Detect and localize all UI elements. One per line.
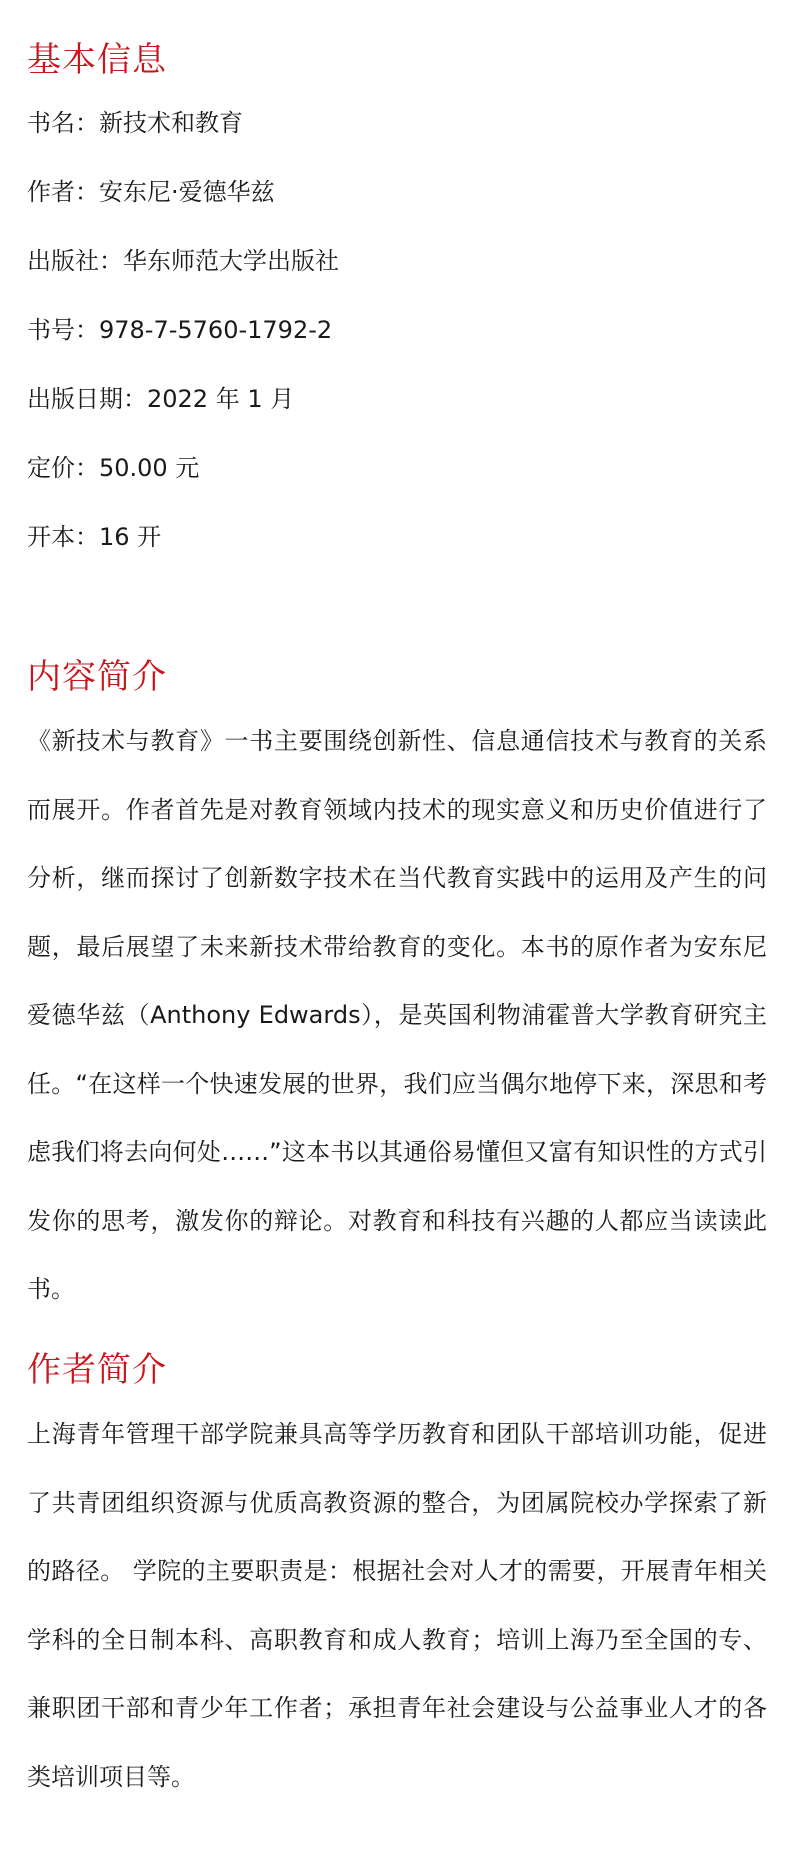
- content-intro-section: [27, 655, 767, 1324]
- basic-info-heading: 基本信息: [27, 40, 167, 80]
- author-intro-heading: 作者简介: [27, 1350, 167, 1390]
- info-book-name: 书名：新技术和教育: [27, 109, 243, 137]
- author-intro-text: 上海青年管理干部学院兼具高等学历教育和团队干部培训功能，促进了共青团组织资源与优质高教资源的整合，为团属院校办学探索了新的路径。 学院的主要职责是：根据社会对人才的需要，开展青年相关学科的全日制本科、高职教育和成人教育；培训上海乃至全国的专、兼职团干部和青少年工作者；承担青年社会建设与公益事业人才的各类培训项目等。: [27, 1420, 767, 1791]
- content-intro-text: 《新技术与教育》一书主要围绕创新性、信息通信技术与教育的关系而展开。作者首先是对教育领域内技术的现实意义和历史价值进行了分析，继而探讨了创新数字技术在当代教育实践中的运用及产生的问题，最后展望了未来新技术带给教育的变化。本书的原作者为安东尼爱德华兹（Anthony Edwards），是英国利物浦霍普大学教育研究主任。“在这样一个快速发展的世界，我们应当偶尔地停下来，深思和考虑我们将去向何处……”这本书以其通俗易懂但又富有知识性的方式引发你的思考，激发你的辩论。对教育和科技有兴趣的人都应当读读此书。: [27, 727, 767, 1303]
- info-publisher: 出版社：华东师范大学出版社: [27, 247, 339, 275]
- basic-info-list: [27, 108, 763, 552]
- info-author: 作者：安东尼·爱德华兹: [27, 178, 275, 206]
- basic-info-section: [27, 38, 763, 552]
- info-publish-date: 出版日期：2022 年 1 月: [27, 385, 295, 413]
- content-intro-heading: 内容简介: [27, 657, 167, 697]
- author-intro-section: [27, 1348, 767, 1811]
- info-price: 定价：50.00 元: [27, 454, 200, 482]
- info-isbn: 书号：978-7-5760-1792-2: [27, 316, 333, 344]
- info-format: 开本：16 开: [27, 523, 162, 551]
